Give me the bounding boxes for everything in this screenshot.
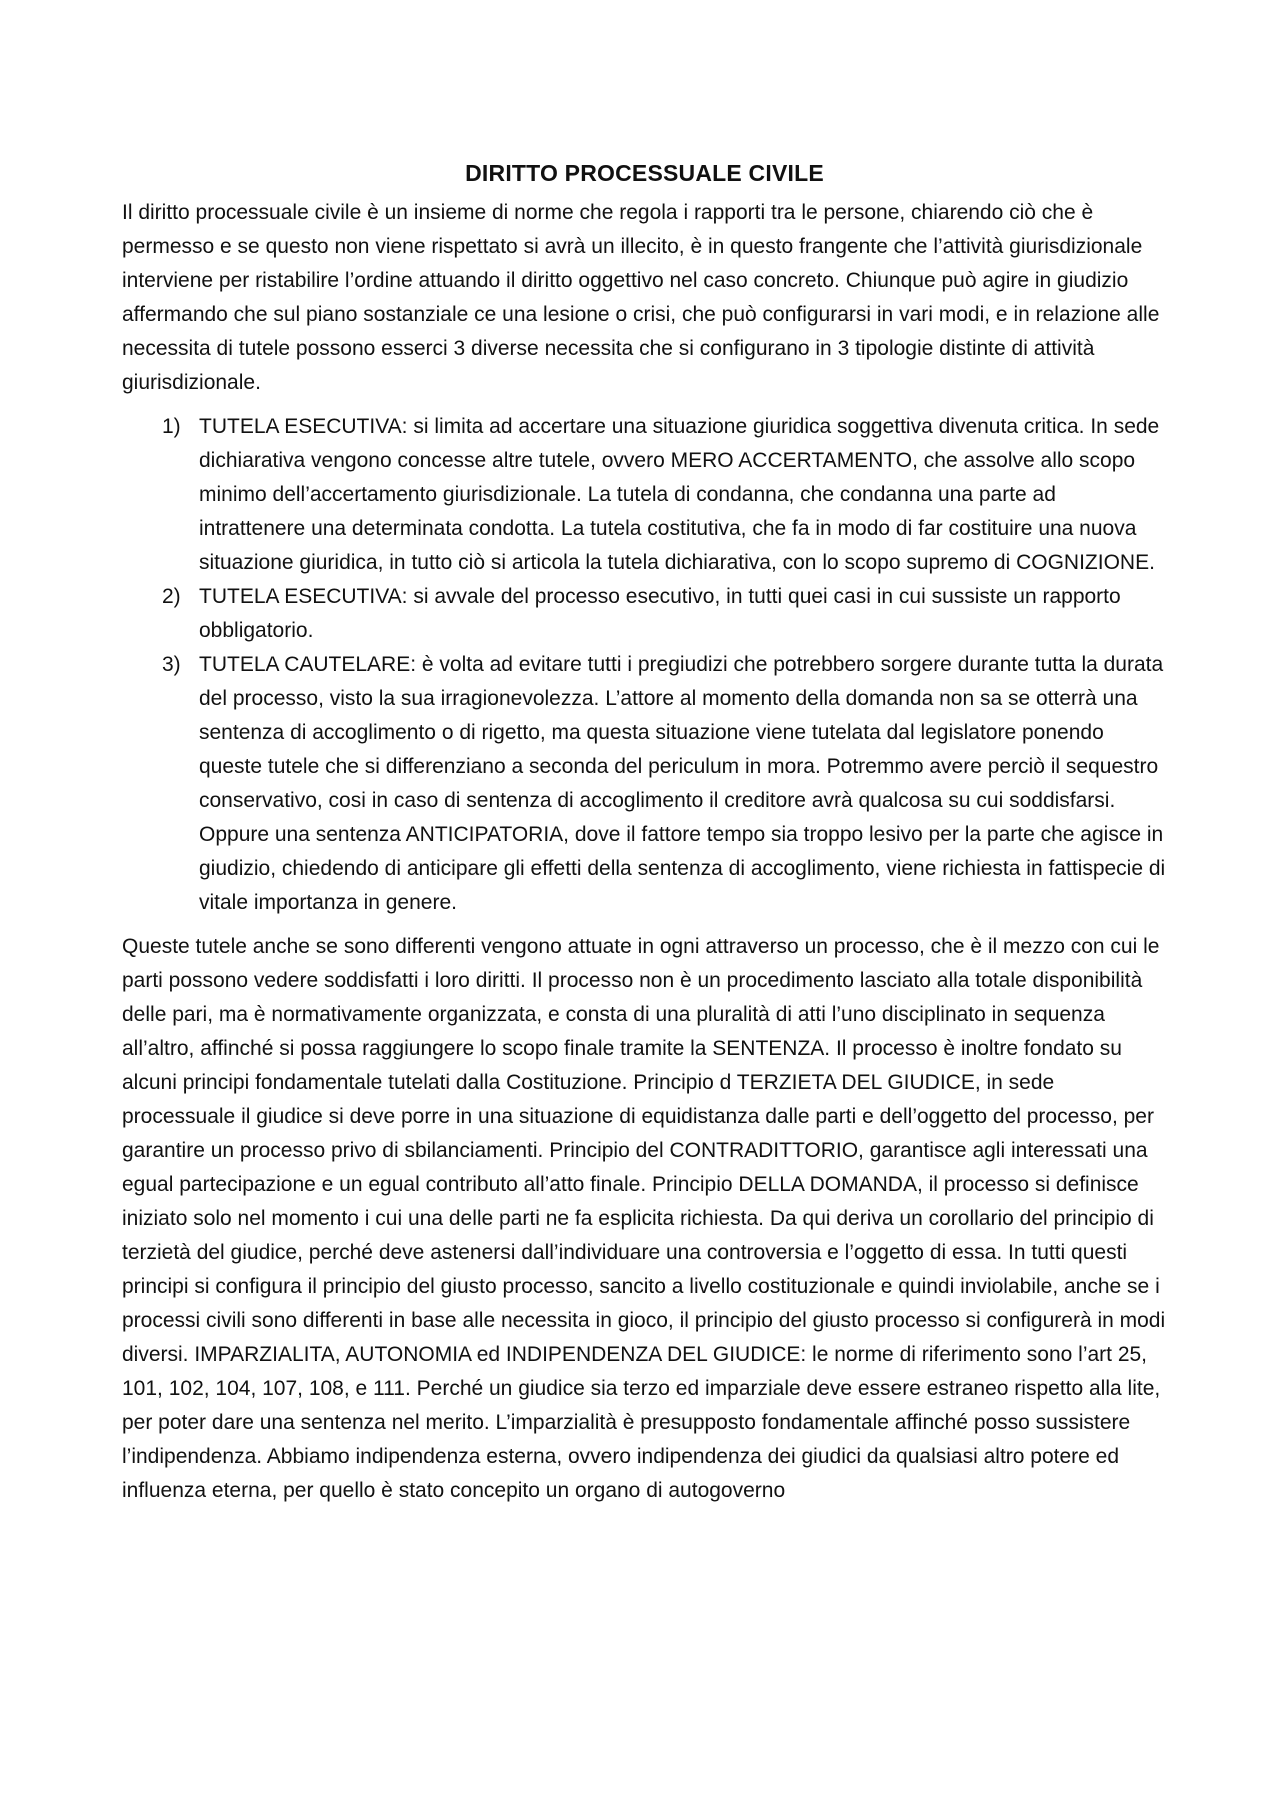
- document-body: [122, 154, 1167, 1508]
- list-item: [122, 410, 1167, 580]
- list-item-text: TUTELA ESECUTIVA: si limita ad accertare una situazione giuridica soggettiva divenuta critica. In sede dichiarativa vengono concesse altre tutele, ovvero MERO ACCERTAMENTO, che assolve allo scopo minimo dell’accertamento giurisdizionale. La tutela di condanna, che condanna una parte ad intrattenere una determinata condotta. La tutela costitutiva, che fa in modo di far costituire una nuova situazione giuridica, in tutto ciò si articola la tutela dichiarativa, con lo scopo supremo di COGNIZIONE.: [199, 415, 1160, 574]
- list-item-text: TUTELA ESECUTIVA: si avvale del processo esecutivo, in tutti quei casi in cui sussiste un rapporto obbligatorio.: [199, 585, 1121, 642]
- tutele-list: [122, 410, 1167, 920]
- closing-paragraph: Queste tutele anche se sono differenti vengono attuate in ogni attraverso un processo, che è il mezzo con cui le parti possono vedere soddisfatti i loro diritti. Il processo non è un procedimento lasciato alla totale disponibilità delle pari, ma è normativamente organizzata, e consta di una pluralità di atti l’uno disciplinato in sequenza all’altro, affinché si possa raggiungere lo scopo finale tramite la SENTENZA. Il processo è inoltre fondato su alcuni principi fondamentale tutelati dalla Costituzione. Principio d TERZIETA DEL GIUDICE, in sede processuale il giudice si deve porre in una situazione di equidistanza dalle parti e dell’oggetto del processo, per garantire un processo privo di sbilanciamenti. Principio del CONTRADITTORIO, garantisce agli interessati una egual partecipazione e un egual contributo all’atto finale. Principio DELLA DOMANDA, il processo si definisce iniziato solo nel momento i cui una delle parti ne fa esplicita richiesta. Da qui deriva un corollario del principio di terzietà del giudice, perché deve astenersi dall’individuare una controversia e l’oggetto di essa. In tutti questi principi si configura il principio del giusto processo, sancito a livello costituzionale e quindi inviolabile, anche se i processi civili sono differenti in base alle necessita in gioco, il principio del giusto processo si configurerà in modi diversi. IMPARZIALITA, AUTONOMIA ed INDIPENDENZA DEL GIUDICE: le norme di riferimento sono l’art 25, 101, 102, 104, 107, 108, e 111. Perché un giudice sia terzo ed imparziale deve essere estraneo rispetto alla lite, per poter dare una sentenza nel merito. L’imparzialità è presupposto fondamentale affinché posso sussistere l’indipendenza. Abbiamo indipendenza esterna, ovvero indipendenza dei giudici da qualsiasi altro potere ed influenza eterna, per quello è stato concepito un organo di autogoverno: [122, 935, 1166, 1502]
- list-item-text: TUTELA CAUTELARE: è volta ad evitare tutti i pregiudizi che potrebbero sorgere durante tutta la durata del processo, visto la sua irragionevolezza. L’attore al momento della domanda non sa se otterrà una sentenza di accoglimento o di rigetto, ma questa situazione viene tutelata dal legislatore ponendo queste tutele che si differenziano a seconda del periculum in mora. Potremmo avere perciò il sequestro conservativo, cosi in caso di sentenza di accoglimento il creditore avrà qualcosa su cui soddisfarsi. Oppure una sentenza ANTICIPATORIA, dove il fattore tempo sia troppo lesivo per la parte che agisce in giudizio, chiedendo di anticipare gli effetti della sentenza di accoglimento, viene richiesta in fattispecie di vitale importanza in genere.: [199, 653, 1166, 914]
- document-title: DIRITTO PROCESSUALE CIVILE: [465, 160, 824, 186]
- list-item-number: 2): [162, 585, 181, 608]
- list-item-number: 3): [162, 653, 181, 676]
- list-item: [122, 580, 1167, 648]
- list-item-number: 1): [162, 415, 181, 438]
- list-item: [122, 648, 1167, 920]
- intro-paragraph: Il diritto processuale civile è un insieme di norme che regola i rapporti tra le persone, chiarendo ciò che è permesso e se questo non viene rispettato si avrà un illecito, è in questo frangente che l’attività giurisdizionale interviene per ristabilire l’ordine attuando il diritto oggettivo nel caso concreto. Chiunque può agire in giudizio affermando che sul piano sostanziale ce una lesione o crisi, che può configurarsi in vari modi, e in relazione alle necessita di tutele possono esserci 3 diverse necessita che si configurano in 3 tipologie distinte di attività giurisdizionale.: [122, 201, 1160, 394]
